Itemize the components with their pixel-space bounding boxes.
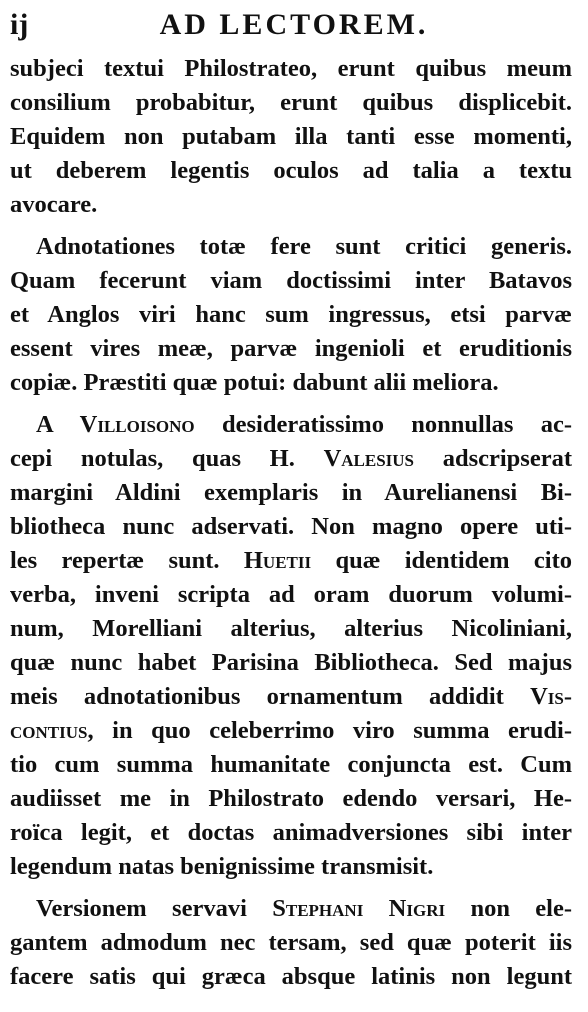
text-run: A [36,411,80,438]
text-line [10,544,572,578]
text-line [10,680,572,714]
text-run: roïca legit, et doctas animadversiones sibi inter [10,819,572,846]
text-line [10,578,572,612]
text-run: consilium probabitur, erunt quibus displicebit. [10,89,572,116]
paragraph-gap [10,400,572,408]
small-caps-name: Villoisono [79,411,195,438]
text-line [10,748,572,782]
text-run: subjeci textui Philostrateo, erunt quibus meum [10,55,572,82]
small-caps-name: Valesius [323,445,415,472]
text-run: copiæ. Præstiti quæ potui: dabunt alii meliora. [10,369,499,396]
text-run: Versionem servavi [36,895,273,922]
text-line [10,892,572,926]
page-number: ij [10,8,29,41]
body-text [10,52,572,994]
text-line [10,926,572,960]
paragraph-gap [10,884,572,892]
text-line [10,154,572,188]
text-run: margini Aldini exemplaris in Aurelianensi Bi- [10,479,572,506]
text-line [10,408,572,442]
text-run: quæ identidem cito [311,547,572,574]
text-line [10,442,572,476]
text-line [10,230,572,264]
text-line [10,714,572,748]
text-line [10,52,572,86]
text-run: bliotheca nunc adservati. Non magno opere uti- [10,513,572,540]
text-run: non ele- [445,895,572,922]
text-run: num, Morelliani alterius, alterius Nicoliniani, [10,615,572,642]
paragraph [10,892,572,994]
text-run: cepi notulas, quas H. [10,445,324,472]
text-run: ut deberem legentis oculos ad talia a textu [10,157,572,184]
text-run: audiisset me in Philostrato edendo versari, He- [10,785,572,812]
text-run: tio cum summa humanitate conjuncta est. Cum [10,751,572,778]
text-line [10,850,572,884]
paragraph-gap [10,222,572,230]
small-caps-name: Stephani Nigri [272,895,446,922]
text-line [10,782,572,816]
text-line [10,510,572,544]
text-line [10,264,572,298]
text-line [10,646,572,680]
text-run: Quam fecerunt viam doctissimi inter Batavos [10,267,572,294]
text-run: desideratissimo nonnullas ac- [194,411,572,438]
text-run: gantem admodum nec tersam, sed quæ poterit iis [10,929,572,956]
text-line [10,366,572,400]
text-run: et Anglos viri hanc sum ingressus, etsi parvæ [10,301,572,328]
text-run: , in quo celeberrimo viro summa erudi- [87,717,572,744]
text-run: verba, inveni scripta ad oram duorum volumi- [10,581,572,608]
text-run: adscripserat [414,445,572,472]
text-line [10,960,572,994]
small-caps-name: Vis- [530,683,572,710]
text-run: quæ nunc habet Parisina Bibliotheca. Sed majus [10,649,572,676]
small-caps-name: Huetii [243,547,312,574]
text-run: essent vires meæ, parvæ ingenioli et eruditionis [10,335,572,362]
text-run: legendum natas benignissime transmisit. [10,853,434,880]
text-line [10,332,572,366]
text-line [10,188,572,222]
small-caps-name: contius [10,717,88,744]
running-head: AD LECTOREM. [159,8,429,41]
text-run: facere satis qui græca absque latinis non legunt [10,963,572,990]
text-run: avocare. [10,191,98,218]
text-run: Adnotationes totæ fere sunt critici generis. [36,233,572,260]
paragraph [10,408,572,884]
text-run: Equidem non putabam illa tanti esse momenti, [10,123,572,150]
text-line [10,816,572,850]
text-line [10,86,572,120]
text-line [10,476,572,510]
text-run: les repertæ sunt. [10,547,244,574]
paragraph [10,230,572,400]
text-line [10,120,572,154]
page-header [10,4,578,50]
text-run: meis adnotationibus ornamentum addidit [10,683,531,710]
paragraph [10,52,572,222]
text-line [10,612,572,646]
text-line [10,298,572,332]
